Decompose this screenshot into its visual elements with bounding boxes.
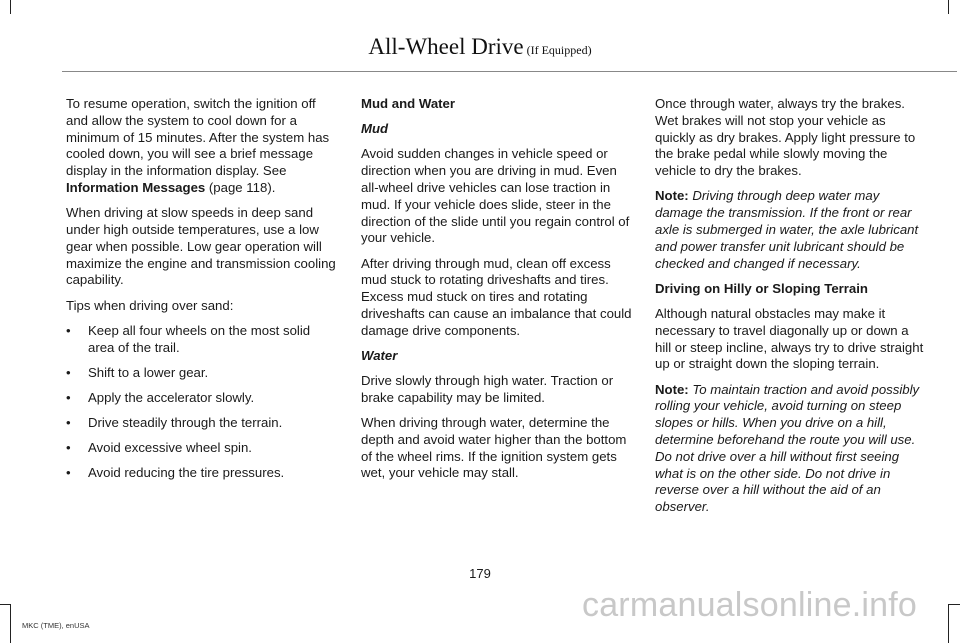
bullet-icon: • [66,389,71,405]
column-3 [655,96,927,524]
header-rule [62,71,957,72]
list-item: • Apply the accelerator slowly. [66,389,255,405]
footer-model-label: MKC (TME), enUSA [22,621,90,630]
paragraph-hilly-terrain: Although natural obstacles may make it necessary to travel diagonally up or down a hill or steep incline, always try to drive straight up or straight down the sloping terrain. [655,305,924,372]
page-header [0,34,960,60]
note-steep-slopes: Note: To maintain traction and avoid possibly rolling your vehicle, avoid turning on steep slopes or hills. When you drive on a hill, determine beforehand the route you will use. Do not drive over a hill without first seeing what is on the other side. Do not drive in reverse over a hill without the aid of an observer. [655,381,920,515]
paragraph-water-slow: Drive slowly through high water. Traction or brake capability may be limited. [361,373,614,405]
bullet-icon: • [66,440,71,456]
page-subtitle: (If Equipped) [526,43,592,57]
crop-mark-bottom-left-v [10,604,11,643]
list-item: • Shift to a lower gear. [66,364,209,380]
list-item: • Keep all four wheels on the most solid area of the trail. [66,322,311,355]
bullet-icon: • [66,415,71,431]
note-deep-water: Note: Driving through deep water may damage the transmission. If the front or rear axle is submerged in water, the axle lubricant and power transfer unit lubricant should be checked and changed if necessary. [655,188,919,271]
link-information-messages[interactable]: Information Messages [66,179,206,195]
crop-mark-top-right [948,0,949,14]
page-number: 179 [469,566,491,581]
list-item: • Avoid excessive wheel spin. [66,440,252,456]
paragraph-mud-clean: After driving through mud, clean off excess mud stuck to rotating driveshafts and tires. Excess mud stuck on tires and rotating driveshafts can cause an imbalance that could damage drive components. [361,255,632,338]
bullet-icon: • [66,322,71,338]
column-2 [361,96,633,491]
subheading-water: Water [361,347,398,363]
list-item: • Avoid reducing the tire pressures. [66,465,285,481]
crop-mark-bottom-right-h [948,604,960,605]
paragraph-sand-tips-intro: Tips when driving over sand: [66,297,234,313]
column-1 [66,96,338,491]
sand-tips-list [66,323,338,483]
crop-mark-bottom-left-h [0,604,11,605]
section-heading-hilly-terrain: Driving on Hilly or Sloping Terrain [655,280,868,296]
paragraph-deep-sand: When driving at slow speeds in deep sand under high outside temperatures, use a low gear when possible. Low gear operation will maximize the engine and transmission cooling capability. [66,205,336,288]
bullet-icon: • [66,364,71,380]
page-title: All-Wheel Drive [368,34,524,59]
note-label: Note: [655,188,689,204]
paragraph-mud-speed: Avoid sudden changes in vehicle speed or direction when you are driving in mud. Even all-wheel drive vehicles can lose traction in mud. If your vehicle does slide, steer in the direction of the slide until you regain control of your vehicle. [361,146,630,246]
list-item: • Drive steadily through the terrain. [66,415,283,431]
crop-mark-top-left [10,0,11,14]
paragraph-water-depth: When driving through water, determine the depth and avoid water higher than the bottom of the wheel rims. If the ignition system gets wet, your vehicle may stall. [361,415,627,481]
bullet-icon: • [66,465,71,481]
subheading-mud: Mud [361,121,389,137]
section-heading-mud-and-water: Mud and Water [361,96,456,111]
crop-mark-bottom-right-v [948,604,949,643]
paragraph-resume-operation: To resume operation, switch the ignition off and allow the system to cool down for a minimum of 15 minutes. After the system has cooled down, you will see a brief message display in the information display. See Information Messages (page 118). [66,96,330,195]
paragraph-try-brakes: Once through water, always try the brakes. Wet brakes will not stop your vehicle as quickly as dry brakes. Apply light pressure to the brake pedal while slowly moving the vehicle to dry the brakes. [655,96,916,179]
note-label: Note: [655,381,689,397]
watermark: carmanualsonline.info [582,586,917,624]
